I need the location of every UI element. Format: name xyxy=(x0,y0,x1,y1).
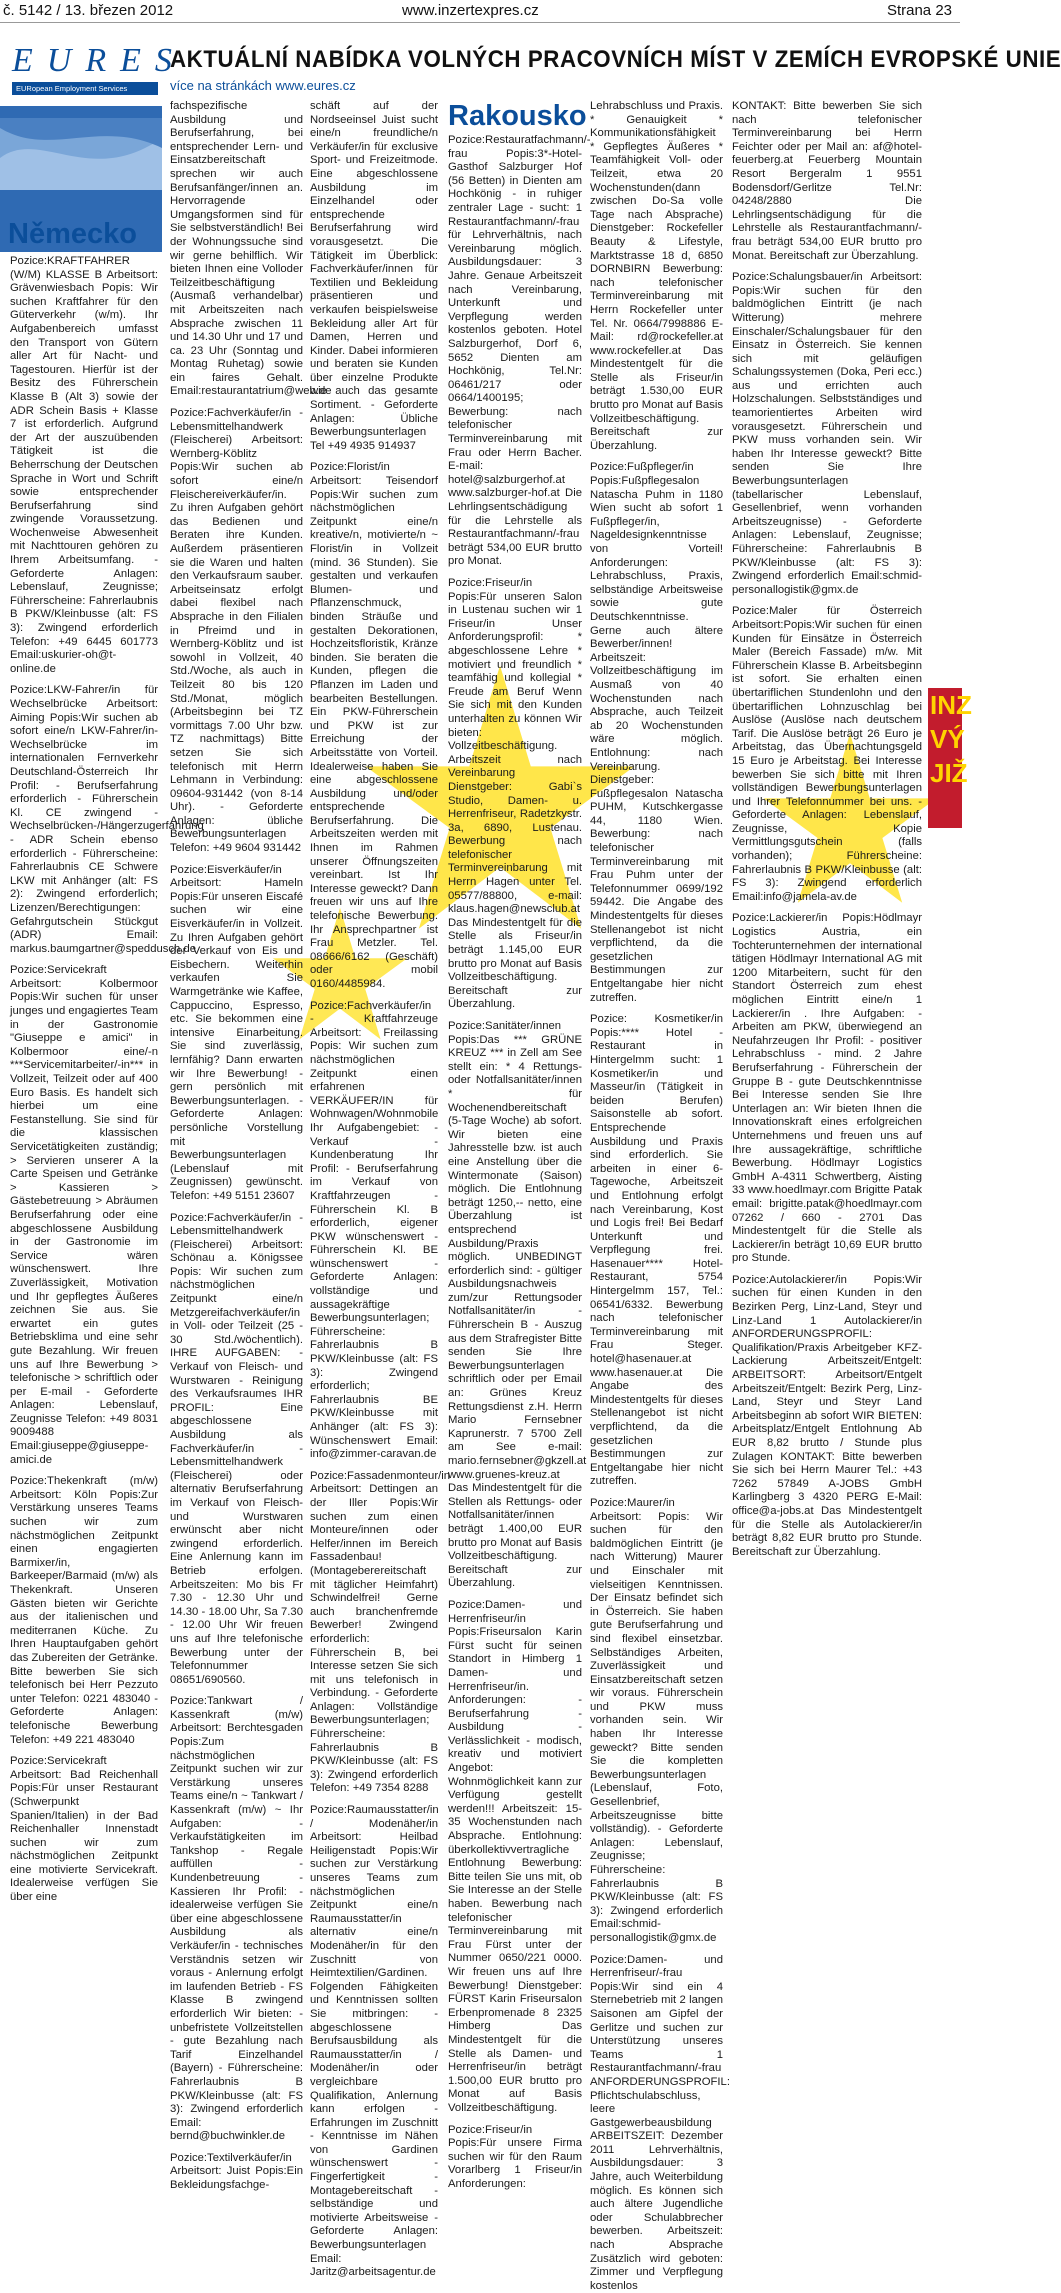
job-listing: Pozice:Textilverkäufer/in Arbeitsort: Juist Popis:Ein Bekleidungsfachge- xyxy=(170,2151,303,2192)
website-link[interactable]: www.inzertexpres.cz xyxy=(402,2,539,19)
column-5 xyxy=(590,100,730,2292)
job-listing: Pozice:Maurer/in Arbeitsort: Popis: Wir suchen für den baldmöglichen Eintritt (je nach Witterung) Maurer und Einschaler mit vielseitigen Kenntnissen. Der Einsatz befindet sich in Österreich. Sie haben gute Berufserfahrung und sind flexibel einsetzbar. Selbständiges Arbeiten, Zuverlässigkeit und Einsatzbereitschaft setzen wir voraus. Führerschein und PKW muss vorhanden sein. Wir haben Ihr Interesse geweckt? Bitte senden Sie die kompletten Bewerbungsunterlagen (Lebenslauf, Foto, Gesellenbrief, Arbeitszeugnisse bitte vollständig). - Geforderte Anlagen: Lebenslauf, Zeugnisse; Führerscheine: Fahrerlaubnis B PKW/Kleinbusse (alt: FS 3): Zwingend erforderlich Email:schmid-personallogistik@gmx.de xyxy=(590,1496,723,1944)
column-4 xyxy=(448,134,591,2190)
job-listing: Pozice:Servicekraft Arbeitsort: Kolbermoor Popis:Wir suchen für unser junges und engagiertes Team in der Gastronomie "Giuseppe e amici" in Kolbermoor eine/-n ***Servicemitarbeiter/-in*** in Vollzeit, Teilzeit oder auf 400 Euro Basis. Es handelt sich hierbei um eine Festanstellung. Sie sind für die klassischen Servicetätigkeiten zuständig; > Servieren unserer A la Carte Speisen und Getränke > Kassieren > Gästebetreuung > Abräumen Berufserfahrung oder eine abgeschlossene Ausbildung in der Gastronomie im Service wären wünschenswert. Ihre Zuverlässigkeit, Motivation und Ihr gepflegtes Äußeres zeichnen Sie aus. Sie erwartet ein gutes Betriebsklima und eine sehr gute Bezahlung. Wir freuen uns auf Ihre Bewerbung > telefonische > schriftlich oder per E-mail - Geforderte Anlagen: Lebenslauf, Zeugnisse Telefon: +49 8031 9009488 Email:giuseppe@giuseppe-amici.de xyxy=(10,964,159,1466)
job-listing: Pozice:Sanitäter/innen Popis:Das *** GRÜNE KREUZ *** in Zell am See stellt ein: * 4 Rettungs- oder Notfallsanitäter/innen * für Wochenendbereitschaft (5-Tage Woche) ab sofort. Wir bieten eine Jahresstelle bzw. ist auch eine Anstellung über die Wintermonate (Saison) möglich. Die Entlohnung beträgt 1250,-- netto, eine Überzahlung ist entsprechend Ausbildung/Praxis möglich. UNBEDINGT erforderlich sind: - gültiger Ausbildungsnachweis zum/zur Rettungsoder Notfallsanitäter/in - Führerschein B - Auszug aus dem Strafregister Bitte senden Sie Ihre Bewerbungsunterlagen schriftlich oder per Email an: Grünes Kreuz Rettungsdienst z.H. Herrn Mario Fernsebner Kaprunerstr. 7 5700 Zell am See e-mail: mario.fernsebner@gkzell.at www.gruenes-kreuz.at Das Mindestentgelt für die Stellen als Rettungs- oder Notfallsanitäter/innen beträgt 1.400,00 EUR brutto pro Monat auf Basis Vollzeitbeschäftigung. Bereitschaft zur Überzahlung. xyxy=(448,1020,587,1590)
ribbon-wave-decoration xyxy=(0,118,162,190)
job-listing: Pozice: Kosmetiker/in Popis:**** Hotel -Restaurant in Hintergelmm sucht: 1 Kosmetiker/in und Masseur/in (Tätigkeit in beiden Berufen) Saisonstelle ab sofort. Entsprechende Ausbildung und Praxis sind erforderlich. Sie arbeiten in einer 6-Tagewoche, Arbeitszeit und Entlohnung erfolgt nach Vereinbarung, Kost und Logis frei! Bei Bedarf Unterkunft und Verpflegung frei. Hasenauer**** Hotel-Restaurant, 5754 Hintergelmm 157, Tel.: 06541/6332. Bewerbung nach telefonischer Terminvereinbarung mit Frau Steger. hotel@hasenauer.at www.hasenauer.at Die Angabe des Mindestentgelts für dieses Stellenangebot ist nicht verpflichtend, da die gesetzlichen Bestimmungen zur Entgeltangabe hier nicht zutreffen. xyxy=(590,1013,723,1488)
job-listing: Pozice:Friseur/in Popis:Für unsere Firma suchen wir für den Raum Vorarlberg 1 Friseur/in Anforderungen: xyxy=(448,2123,582,2190)
job-listing: fachspezifische Ausbildung und Berufserfahrung, bei entsprechender Lern- und Einsatzbereitschaft sprechen wir auch Berufsanfänger/innen an. Hervorragende Umgangsformen sind für Sie selbstverständlich! Bei der Wohnungssuche sind wir gerne behilflich. Wir bieten Ihnen eine Volloder Teilzeitbeschäftigung (Ausmaß verhandelbar) mit Arbeitszeiten nach Absprache zwischen 11 und 14.30 Uhr und 17 und ca. 23 Uhr (Sonntag und Montag Ruhetag) sowie ein faires Gehalt. Email:restaurantatrium@web.de xyxy=(170,100,332,398)
job-listing: Pozice:Maler für Österreich Arbeitsort:Popis:Wir suchen für einen Kunden für Einsätze in Österreich Maler (Bereich Fassade) m/w. Mit Führerschein Klasse B. Arbeitsbeginn ist sofort. Sie erhalten einen übertariflichen Stundenlohn und den übertariflichen Lohnzuschlag bei Auslöse (Auslöse nach deutschem Tarif. Die Auslöse beträgt 26 Euro je Arbeitstag, das Übernachtungsgeld 15 Euro je Arbeitstag. Bei Interesse bewerben Sie sich bitte mit Ihren vollständigen Bewerbungsunterlagen und Ihrer Telefonnummer bei uns. - Geforderte Anlagen: Lebenslauf, Zeugnisse, Kopie Vermittlungsgutschein (falls vorhanden); Führerscheine: Fahrerlaubnis B PKW/Kleinbusse (alt: FS 3): Zwingend erforderlich Email:info@jamela-av.de xyxy=(732,605,922,903)
eures-logo xyxy=(12,42,186,97)
page-subtitle: více na stránkách www.eures.cz xyxy=(170,78,356,93)
column-2 xyxy=(170,100,332,2192)
job-listing: Pozice:Friseur/in Popis:Für unseren Salon in Lustenau suchen wir 1 Friseur/in Unser Anforderungsprofil: * abgeschlossene Lehre * motiviert und freundlich * teamfähig und kollegial * Freude am Beruf Wenn Sie sich mit den Kunden unterhalten zu können Wir bieten: Vollzeitbeschäftigung. Arbeitszeit nach Vereinbarung Dienstgeber: Gabi`s Studio, Damen- u. Herrenfriseur, Radetzkystr. 3a, 6890, Lustenau. Bewerbung nach telefonischer Terminvereinbarung mit Herrn Hagen unter Tel. 05577/88800, e-mail: klaus.hagen@newsclub.at Das Mindestentgelt für die Stelle als Friseur/in beträgt 1.145,00 EUR brutto pro Monat auf Basis Vollzeitbeschäftigung. Bereitschaft zur Überzahlung. xyxy=(448,577,582,1011)
job-listing: Lehrabschluss und Praxis. * Genauigkeit * Kommunikationsfähigkeit * Gepflegtes Äußeres * Teamfähigkeit Voll- oder Teilzeit, etwa 20 Wochenstunden(dann zwischen Do-Sa volle Tage nach Absprache) Dienstgeber: Rockefeller Beauty & Lifestyle, Marktstrasse 18 d, 6850 DORNBIRN Bewerbung: nach telefonischer Terminvereinbarung mit Herrn Rockefeller unter Tel. Nr. 0664/7998886 E-Mail: rd@rockefeller.at www.rockefeller.at Das Mindestentgelt für die Stelle als Friseur/in beträgt 1.530,00 EUR brutto pro Monat auf Basis Vollzeitbeschäftigung. Bereitschaft zur Überzahlung. xyxy=(590,100,723,452)
job-listing: Pozice:Thekenkraft (m/w) Arbeitsort: Köln Popis:Zur Verstärkung unseres Teams suchen wir zum nächstmöglichen Zeitpunkt einen engagierten Barmixer/in, Barkeeper/Barmaid (m/w) als Thekenkraft. Unseren Gästen bieten wir Gerichte aus der italienischen und mediterranen Küche. Zu Ihren Hauptaufgaben gehört das Zubereiten der Getränke. Bitte bewerben Sie sich telefonisch bei Herr Pezzuto unter Telefon: 0221 483040 - Geforderte Anlagen: telefonische Bewerbung Telefon: +49 221 483040 xyxy=(10,1475,158,1746)
job-listing: Pozice:Lackierer/in Popis:Hödlmayr Logistics Austria, ein Tochterunternehmen der international tätigen Hödlmayr International AG mit 1200 Mitarbeitern, sucht für den Standort Österreich zum ehest möglichen Eintritt eine/n 1 Lackierer/in . Ihre Aufgaben: - Arbeiten am PKW, überwiegend an Neufahrzeugen Ihr Profil: - positiver Lehrabschluss - mind. 2 Jahre Berufserfahrung - Führerschein der Gruppe B - gute Deutschkenntnisse Bei Interesse senden Sie Ihre Unterlagen an: Wir bieten Ihnen die Innovationskraft eines erfolgreichen Unternehmens und freuen uns auf Ihre aussagekräftige, schriftliche Bewerbung. Hödlmayr Logistics GmbH A-4311 Schwertberg, Aisting 33 www.hoedlmayr.com Brigitte Patak email: brigitte.patak@hoedlmayr.com 07262 / 660 - 2701 Das Mindestentgelt für die Stelle als Lackierer/in beträgt 10,69 EUR brutto pro Stunde. xyxy=(732,912,922,1265)
job-listing: Pozice:Autolackierer/in Popis:Wir suchen für einen Kunden in den Bezirken Perg, Linz-Land, Steyr und Linz-Land 1 Autolackierer/in ANFORDERUNGSPROFIL: Qualifikation/Praxis Arbeitgeber KFZ-Lackierung Arbeitszeit/Entgelt: ARBEITSORT: Arbeitsort/Entgelt Arbeitszeit/Entgelt: Bezirk Perg, Linz-Land, Steyr und Steyr Land Arbeitsbeginn ab sofort WIR BIETEN: Arbeitsplatz/Entgelt Entlohnung Ab EUR 8,82 brutto / Stunde plus Zulagen KONTAKT: Bitte bewerben Sie sich bei Herrn Maurer Tel.: +43 7262 57849 A-JOBS GmbH Karlingberg 3 4320 PERG E-Mail: office@a-jobs.at Das Mindestentgelt für die Stelle als Autolackierer/in beträgt 8,82 EUR brutto pro Stunde. Bereitschaft zur Überzahlung. xyxy=(732,1273,922,1558)
eures-logo-tagline: EURopean Employment Services xyxy=(12,82,158,95)
job-listing: Pozice:Florist/in Arbeitsort: Teisendorf Popis:Wir suchen zum nächstmöglichen Zeitpunkt eine/n kreative/n, motivierte/n ~ Florist/in in Vollzeit (mind. 36 Stunden). Sie gestalten und verkaufen Blumen- und Pflanzenschmuck, binden Sträuße und gestalten Dekorationen, Hochzeitsfloristik, Kränze binden. Sie beraten die Kunden, pflegen die Pflanzen im Laden und bearbeiten Bestellungen. Ein PKW-Führerschein und PKW ist zur Erreichung der Arbeitsstätte von Vorteil. Idealerweise haben Sie eine abgeschlossene Ausbildung und/oder entsprechende Berufserfahrung. Die Arbeitszeiten werden mit Ihnen im Rahmen unserer Öffnungszeiten vereinbart. Ist Ihr Interesse geweckt? Dann freuen wir uns auf Ihre telefonische Bewerbung. Ihr Ansprechpartner ist Frau Metzler. Tel. 08666/6162 (Geschäft) oder mobil 0160/4485984. xyxy=(310,461,438,990)
column-6 xyxy=(732,100,922,1558)
job-listing: Pozice:LKW-Fahrer/in für Wechselbrücke Arbeitsort: Aiming Popis:Wir suchen ab sofort eine/n LKW-Fahrer/in-Wechselbrücke im internationalen Fernverkehr Deutschland-Österreich Ihr Profil: - Berufserfahrung erforderlich - Führerschein Kl. CE zwingend - Wechselbrücken-/Hängerzugerfahrung - ADR Schein ebenso erforderlich - Führerscheine: Fahrerlaubnis CE Schwere LKW mit Anhänger (alt: FS 2): Zwingend erforderlich; Lizenzen/Berechtigungen: Gefahrgutschein Stückgut (ADR) Email: markus.baumgartner@speddusch.de xyxy=(10,684,204,955)
job-listing: Pozice:Fachverkäufer/in - Lebensmittelhandwerk (Fleischerei) Arbeitsort: Schönau a. Königssee Popis: Wir suchen zum nächstmöglichen Zeitpunkt eine/n Metzgereifachverkäufer/in in Voll- oder Teilzeit (25 - 30 Std./wöchentlich). IHRE AUFGABEN: - Verkauf von Fleisch- und Wurstwaren - Reinigung des Verkaufsraumes IHR PROFIL: Eine abgeschlossene Ausbildung als Fachverkäufer/in - Lebensmittelhandwerk (Fleischerei) oder alternativ Berufserfahrung im Verkauf von Fleisch- und Wurstwaren erwünscht aber nicht zwingend erforderlich. Eine Anlernung kann im Betrieb erfolgen. Arbeitszeiten: Mo bis Fr 7.30 - 12.30 Uhr und 14.30 - 18.00 Uhr, Sa 7.30 - 12.00 Uhr Wir freuen uns auf Ihre telefonische Bewerbung unter der Telefonnummer 08651/690560. xyxy=(170,1211,303,1686)
job-listing: Pozice:Restauratfachmann/-frau Popis:3*-Hotel-Gasthof Salzburger Hof (56 Betten) in Dienten am Hochkönig - in ruhiger zentraler Lage - sucht: 1 Restaurantfachmann/-frau für Lehrverhältnis, nach Vereinbarung möglich. Ausbildungsdauer: 3 Jahre. Genaue Arbeitszeit nach Vereinbarung, Unterkunft und Verpflegung werden kostenlos geboten. Hotel Salzburgerhof, Dorf 6, 5652 Dienten am Hochkönig, Tel.Nr: 06461/217 oder 0664/1400195; Bewerbung: nach telefonischer Terminvereinbarung mit Frau oder Herrn Bacher. E-mail: hotel@salzburgerhof.at www.salzburger-hof.at Die Lehrlingsentschädigung für die Lehrstelle als Restaurantfachmann/-frau beträgt 534,00 EUR brutto pro Monat. xyxy=(448,134,591,568)
job-listing: Pozice:KRAFTFAHRER (W/M) KLASSE B Arbeitsort: Grävenwiesbach Popis: Wir suchen Kraftfahrer für den Güterverkehr (w/m). Ihr Aufgabenbereich umfasst den Transport von Gütern aller Art für Nacht- und Tagestouren. Hierfür ist der Besitz des Führerschein Klasse B (Alt 3) sowie der ADR Schein Basis + Klasse 7 ist erforderlich. Aufgrund der Art der auszuübenden Tätigkeit ist die Beherrschung der Deutschen Sprache in Wort und Schrift sowie entsprechender Berufserfahrung sind zwingende Voraussetzung. Wochenweise Abwesenheit mit Nachttouren gehören zu Ihrem Arbeitsumfang. - Geforderte Anlagen: Lebenslauf, Zeugnisse; Führerscheine: Fahrerlaubnis B PKW/Kleinbusse (alt: FS 3): Zwingend erforderlich Telefon: +49 6445 601773 Email:uskurier-oh@t-online.de xyxy=(10,255,158,675)
side-advert-banner: INZ VÝ JIŽ xyxy=(928,688,962,828)
job-listing: Pozice:Damen- und Herrenfriseur/-frau Popis:Wir sind ein 4 Sternebetrieb mit 2 langen Saisonen am Gipfel der Gerlitze und suchen zur Unterstützung unseres Teams 1 Restaurantfachmann/-frau ANFORDERUNGSPROFIL: Pflichtschulabschluss, leere Gastgewerbeausbildung ARBEITSZEIT: Dezember 2011 Lehrverhältnis, Ausbildungsdauer: 3 Jahre, auch Weiterbildung möglich. Es können sich auch ältere Jugendliche oder Schulabbrecher bewerben. Arbeitszeit: nach Absprache Zusätzlich wird geboten: Zimmer und Verpflegung kostenlos xyxy=(590,1953,730,2292)
job-listing: schäft auf der Nordseeinsel Juist sucht eine/n freundliche/n Verkäufer/in für exclusive Sport- und Freizeitmode. Eine abgeschlossene Ausbildung im Einzelhandel oder entsprechende Berufserfahrung wird vorausgesetzt. Die Tätigkeit im Überblick: Fachverkäufer/innen für Textilien und Bekleidung präsentieren und verkaufen beispielsweise Bekleidung aller Art für Damen, Herren und Kinder. Dabei informieren und beraten sie Kunden über einzelne Produkte wie auch das gesamte Sortiment. - Geforderte Anlagen: Übliche Bewerbungsunterlagen Tel +49 4935 914937 xyxy=(310,100,438,452)
page-header xyxy=(0,0,960,23)
column-1 xyxy=(10,255,204,1904)
job-listing: Pozice:Fachverkäufer/in - Kraftfahrzeuge Arbeitsort: Freilassing Popis: Wir suchen zum nächstmöglichen Zeitpunkt einen erfahrenen VERKÄUFER/IN für Wohnwagen/Wohnmobile Ihr Aufgabengebiet: - Verkauf - Kundenberatung Ihr Profil: - Berufserfahrung im Verkauf von Kraftfahrzeugen - Führerschein Kl. B erforderlich, eigener PKW wünschenswert - Führerschein Kl. BE wünschenswert - Geforderte Anlagen: vollständige und aussagekräftige Bewerbungsunterlagen; Führerscheine: Fahrerlaubnis B PKW/Kleinbusse (alt: FS 3): Zwingend erforderlich; Fahrerlaubnis BE PKW/Kleinbusse mit Anhänger (alt: FS 3): Wünschenswert Email: info@zimmer-caravan.de xyxy=(310,999,439,1461)
job-listing: Pozice:Fußpfleger/in Popis:Fußpflegesalon Natascha Puhm in 1180 Wien sucht ab sofort 1 Fußpfleger/in, Nageldesignkenntnisse von Vorteil! Anforderungen: Lehrabschluss, Praxis, selbständige Arbeitsweise sowie gute Deutschkenntnisse. Gerne auch ältere Bewerber/innen! Arbeitszeit: Vollzeitbeschäftigung im Ausmaß von 40 Wochenstunden nach Absprache, auch Teilzeit ab 20 Wochenstunden wäre möglich. Entlohnung: nach Vereinbarung. Dienstgeber: Fußpflegesalon Natascha PUHM, Kutschkergasse 44, 1180 Wien. Bewerbung: nach telefonischer Terminvereinbarung mit Frau Puhm unter der Telefonnummer 0699/192 59442. Die Angabe des Mindestentgelts für dieses Stellenangebot ist nicht verpflichtend, da die gesetzlichen Bestimmungen zur Entgeltangabe hier nicht zutreffen. xyxy=(590,461,723,1004)
page-title: AKTUÁLNÍ NABÍDKA VOLNÝCH PRACOVNÍCH MÍST V ZEMÍCH EVROPSKÉ UNIE xyxy=(170,46,1061,73)
eures-logo-letters: EURES xyxy=(12,42,186,79)
job-listing: Pozice:Schalungsbauer/in Arbeitsort: Popis:Wir suchen für den baldmöglichen Eintritt (je nach Witterung) mehrere Einschaler/Schalungsbauer für den Einsatz in Österreich. Sie kennen sich mit geläufigen Schalungssystemen (Doka, Peri ecc.) aus und errichten auch Holzschalungen. Selbstständiges und teamorientiertes Arbeiten wird vorausgesetzt. Führerschein und PKW muss vorhanden sein. Wir haben Ihr Interesse geweckt? Bitte senden Sie Ihre Bewerbungsunterlagen (tabellarischer Lebenslauf, Gesellenbrief, wenn vorhanden Arbeitszeugnisse) - Geforderte Anlagen: Lebenslauf, Zeugnisse; Führerscheine: Fahrerlaubnis B PKW/Kleinbusse (alt: FS 3): Zwingend erforderlich Email:schmid-personallogistik@gmx.de xyxy=(732,271,922,596)
column-3 xyxy=(310,100,451,2279)
issue-number: č. 5142 / 13. březen 2012 xyxy=(3,2,174,19)
job-listing: Pozice:Fachverkäufer/in - Lebensmittelhandwerk (Fleischerei) Arbeitsort: Wernberg-Köblitz Popis:Wir suchen ab sofort eine/n Fleischereiverkäufer/in. Zu ihren Aufgaben gehört das Bedienen und Beraten ihre Kunden. Außerdem präsentieren sie die Waren und halten den Verkaufsraum sauber. Arbeitseinsatz erfolgt dabei flexibel nach Absprache in den Filialen in Pfreimd und in Wernberg-Köblitz und ist sowohl in Vollzeit, 40 Std./Woche, als auch in Teilzeit 80 bis 120 Std./Monat, möglich (Arbeitsbeginn bei TZ vormittags 7.00 Uhr bzw. TZ nachmittags) Bitte setzen Sie sich telefonisch mit Herrn Lehmann in Verbindung: 09604-931442 (von 8-14 Uhr). - Geforderte Anlagen: übliche Bewerbungsunterlagen Telefon: +49 9604 931442 xyxy=(170,407,303,855)
job-listing: Pozice:Tankwart / Kassenkraft (m/w) Arbeitsort: Berchtesgaden Popis:Zum nächstmöglichen Zeitpunkt suchen wir zur Verstärkung unseres Teams eine/n ~ Tankwart / Kassenkraft (m/w) ~ Ihr Aufgaben: - Verkaufstätigkeiten im Tankshop - Regale auffüllen - Kundenbetreuung - Kassieren Ihr Profil: - idealerweise verfügen Sie über eine abgeschlossene Ausbildung als Verkäufer/in - technisches Verständnis setzen wir voraus - Anlernung erfolgt im laufenden Betrieb - FS Klasse B zwingend erforderlich Wir bieten: - unbefristete Vollzeitstellen - gute Bezahlung nach Tarif Einzelhandel (Bayern) - Führerscheine: Fahrerlaubnis B PKW/Kleinbusse (alt: FS 3): Zwingend erforderlich Email: bernd@buchwinkler.de xyxy=(170,1695,303,2143)
country-heading-germany: Německo xyxy=(8,218,137,250)
job-listing: KONTAKT: Bitte bewerben Sie sich nach telefonischer Terminvereinbarung bei Herrn Feichter oder per Mail an: af@hotel-feuerberg.at Feuerberg Mountain Resort Bergeralm 1 9551 Bodensdorf/Gerlitze Tel.Nr: 04248/2880 Die Lehrlingsentschädigung für die Lehrstelle als Restaurantfachmann/-frau beträgt 534,00 EUR brutto pro Monat. Bereitschaft zur Überzahlung. xyxy=(732,100,922,262)
page-number: Strana 23 xyxy=(886,2,952,19)
job-listing: Pozice:Raumausstatter/in / Modenäher/in Arbeitsort: Heilbad Heiligenstadt Popis:Wir suchen zur Verstärkung unseres Teams zum nächstmöglichen Zeitpunkt eine/n Raumausstatter/in alternativ eine/n Modenäher/in für den Zuschnitt von Heimtextilien/Gardinen. Folgenden Fähigkeiten und Kenntnissen sollten Sie mitbringen: - abgeschlossene Berufsausbildung als Raumausstatter/in / Modenäher/in oder vergleichbare Qualifikation, Anlernung kann erfolgen - Erfahrungen im Zuschnitt - Kenntnisse im Nähen von Gardinen wünschenswert - Fingerfertigkeit - Montagebereitschaft - selbständige und motivierte Arbeitsweise - Geforderte Anlagen: Bewerbungsunterlagen Email: Jaritz@arbeitsagentur.de xyxy=(310,1804,439,2279)
country-heading-austria: Rakousko xyxy=(448,100,587,132)
job-listing: Pozice:Eisverkäufer/in Arbeitsort: Hameln Popis:Für unseren Eiscafé suchen wir eine Eisverkäufer/in in Vollzeit. Zu Ihren Aufgaben gehört der Verkauf von Eis und Eisbechern. Weiterhin verkaufen Sie Warmgetränke wie Kaffee, Cappuccino, Espresso, etc. Sie bekommen eine intensive Einarbeitung. Sie sind zuverlässig, lernfähig? Dann erwarten wir Ihre Bewerbung! - gern persönlich mit Bewerbungsunterlagen. - Geforderte Anlagen: persönliche Vorstellung mit Bewerbungsunterlagen (Lebenslauf mit Zeugnissen) gewünscht. Telefon: +49 5151 23607 xyxy=(170,863,303,1202)
job-listing: Pozice:Fassadenmonteur/in Arbeitsort: Dettingen an der Iller Popis:Wir suchen zum einen Monteure/innen oder Helfer/innen im Bereich Fassadenbau! (Montageberereitschaft mit täglicher Heimfahrt) Schwindelfrei! Gerne auch branchenfremde Bewerber! Zwingend erforderlich: Führerschein B, bei Interesse setzen Sie sich mit uns telefonisch in Verbindung. - Geforderte Anlagen: Vollständige Bewerbungsunterlagen; Führerscheine: Fahrerlaubnis B PKW/Kleinbusse (alt: FS 3): Zwingend erforderlich Telefon: +49 7354 8288 xyxy=(310,1469,451,1795)
job-listing: Pozice:Damen- und Herrenfriseur/in Popis:Friseursalon Karin Fürst sucht für seinen Standort in Himberg 1 Damen- und Herrenfriseur/in. Anforderungen: - Berufserfahrung - Ausbildung - Verlässlichkeit - modisch, kreativ und motiviert Angebot: Wohnmöglichkeit kann zur Verfügung gestellt werden!!! Arbeitszeit: 15-35 Wochenstunden nach Absprache. Entlohnung: überkollektivvertragliche Entlohnung Bewerbung: Bitte teilen Sie uns mit, ob Sie Interesse an der Stelle haben. Bewerbung nach telefonischer Terminvereinbarung mit Frau Fürst unter der Nummer 0650/221 0000. Wir freuen uns auf Ihre Bewerbung! Dienstgeber: FÜRST Karin Friseursalon Erbenpromenade 8 2325 Himberg Das Mindestentgelt für die Stelle als Damen- und Herrenfriseur/in beträgt 1.500,00 EUR brutto pro Monat auf Basis Vollzeitbeschäftigung. xyxy=(448,1598,582,2114)
job-listing: Pozice:Servicekraft Arbeitsort: Bad Reichenhall Popis:Für unser Restaurant (Schwerpunkt Spanien/Italien) in der Bad Reichenhaller Innenstadt suchen wir zum nächstmöglichen Zeitpunkt eine motivierte Servicekraft. Idealerweise verfügen Sie über eine xyxy=(10,1755,158,1904)
